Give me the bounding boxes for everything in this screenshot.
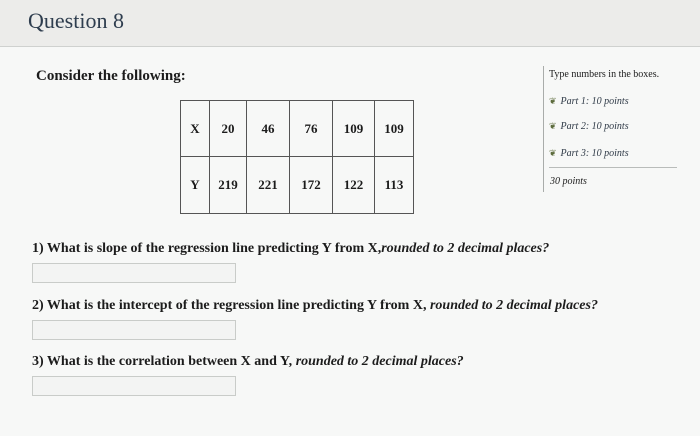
table-cell: X xyxy=(181,101,210,157)
answer-3-input[interactable] xyxy=(32,376,236,396)
question-emphasis: rounded to 2 decimal places? xyxy=(426,298,598,313)
question-1 xyxy=(32,241,549,257)
table-cell: 20 xyxy=(210,101,247,157)
question-text: What is the intercept of the regression line predicting Y from X, xyxy=(46,298,427,313)
part-2-points xyxy=(549,121,629,132)
question-header xyxy=(0,0,700,47)
table-row-x xyxy=(181,101,414,157)
question-3 xyxy=(32,354,464,370)
table-cell: 221 xyxy=(247,157,290,214)
table-cell: 122 xyxy=(333,157,375,214)
leaf-icon: ❦ xyxy=(549,148,557,158)
table-row-y xyxy=(181,157,414,214)
leaf-icon: ❦ xyxy=(549,96,557,106)
table-cell: 76 xyxy=(290,101,333,157)
answer-2-input[interactable] xyxy=(32,320,236,340)
part-label: Part 2: 10 points xyxy=(560,121,629,132)
question-text: What is the correlation between X and Y, xyxy=(46,354,293,369)
part-1-points xyxy=(549,96,629,107)
question-emphasis: rounded to 2 decimal places? xyxy=(292,354,464,369)
sidebar-header: Type numbers in the boxes. xyxy=(549,69,660,80)
table-cell: 172 xyxy=(290,157,333,214)
prompt-text: Consider the following: xyxy=(36,68,186,84)
part-label: Part 1: 10 points xyxy=(560,96,629,107)
part-label: Part 3: 10 points xyxy=(560,148,629,159)
table-cell: 109 xyxy=(375,101,414,157)
question-title: Question 8 xyxy=(28,8,124,33)
question-number: 1) xyxy=(32,241,44,256)
question-emphasis: rounded to 2 decimal places? xyxy=(381,241,550,256)
leaf-icon: ❦ xyxy=(549,121,557,131)
table-cell: Y xyxy=(181,157,210,214)
table-cell: 109 xyxy=(333,101,375,157)
data-table xyxy=(180,100,414,214)
sidebar-divider xyxy=(549,167,677,168)
question-text: What is slope of the regression line predicting Y from X, xyxy=(46,241,382,256)
part-3-points xyxy=(549,148,629,159)
table-cell: 219 xyxy=(210,157,247,214)
points-sidebar xyxy=(543,66,678,192)
table-cell: 46 xyxy=(247,101,290,157)
question-2 xyxy=(32,298,598,314)
table-cell: 113 xyxy=(375,157,414,214)
question-number: 3) xyxy=(32,354,44,369)
answer-1-input[interactable] xyxy=(32,263,236,283)
total-points: 30 points xyxy=(550,176,587,187)
question-number: 2) xyxy=(32,298,44,313)
